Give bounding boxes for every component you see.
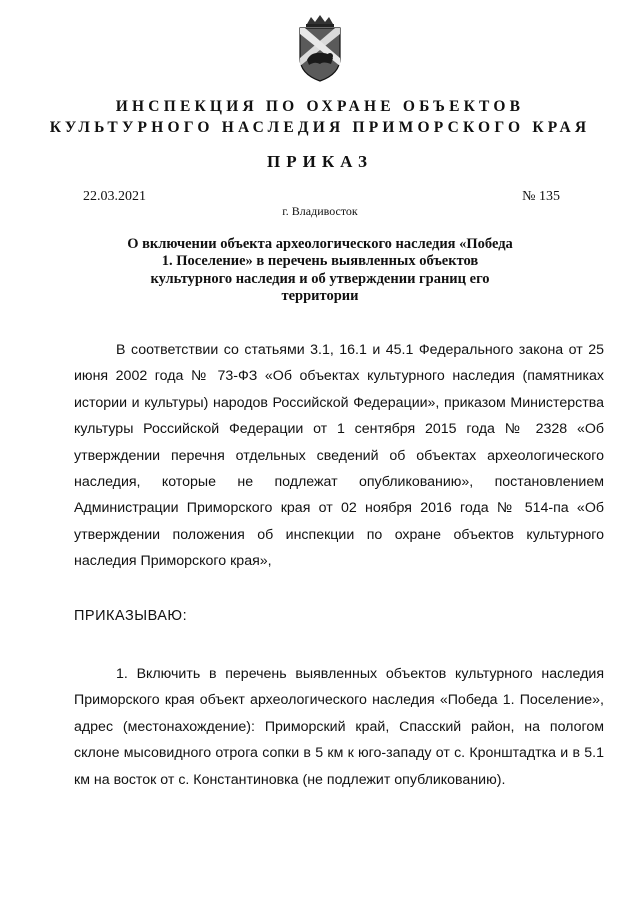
organization-name-line2: КУЛЬТУРНОГО НАСЛЕДИЯ ПРИМОРСКОГО КРАЯ [49,119,591,136]
organization-name-line1: ИНСПЕКЦИЯ ПО ОХРАНЕ ОБЪЕКТОВ [115,98,525,115]
order-item-1: 1. Включить в перечень выявленных объектов культурного наследия Приморского края объект археологического наследия «Победа 1. Поселение», адрес (местонахождение): Приморский край, Спасский район, на пологом склоне мысовидного отрога сопки в 5 км к юго-западу от с. Кронштадтка и в 5.1 км на восток от с. Константиновка (не подлежит опубликованию). [74,666,604,788]
document-type: ПРИКАЗ [267,152,373,171]
document-subject: О включении объекта археологического наследия «Победа 1. Поселение» в перечень выявленных объектов культурного наследия и об утверждении границ его территории [127,236,513,304]
document-date: 22.03.2021 [83,189,146,204]
preamble-paragraph: В соответствии со статьями 3.1, 16.1 и 45.1 Федерального закона от 25 июня 2002 года № 73-ФЗ «Об объектах культурного наследия (памятниках истории и культуры) народов Российской Федерации», приказом Министерства культуры Российской Федерации от 1 сентября 2015 года № 2328 «Об утверждении перечня отдельных сведений об объектах археологического наследия, которые не подлежат опубликованию», постановлением Администрации Приморского края от 02 ноября 2016 года № 514-па «Об утверждении положения об инспекции по охране объектов культурного наследия Приморского края», [74,342,604,570]
document-city: г. Владивосток [282,204,358,218]
order-directive: ПРИКАЗЫВАЮ: [74,608,188,624]
coat-of-arms-icon [293,14,347,84]
document-number: № 135 [522,189,560,204]
